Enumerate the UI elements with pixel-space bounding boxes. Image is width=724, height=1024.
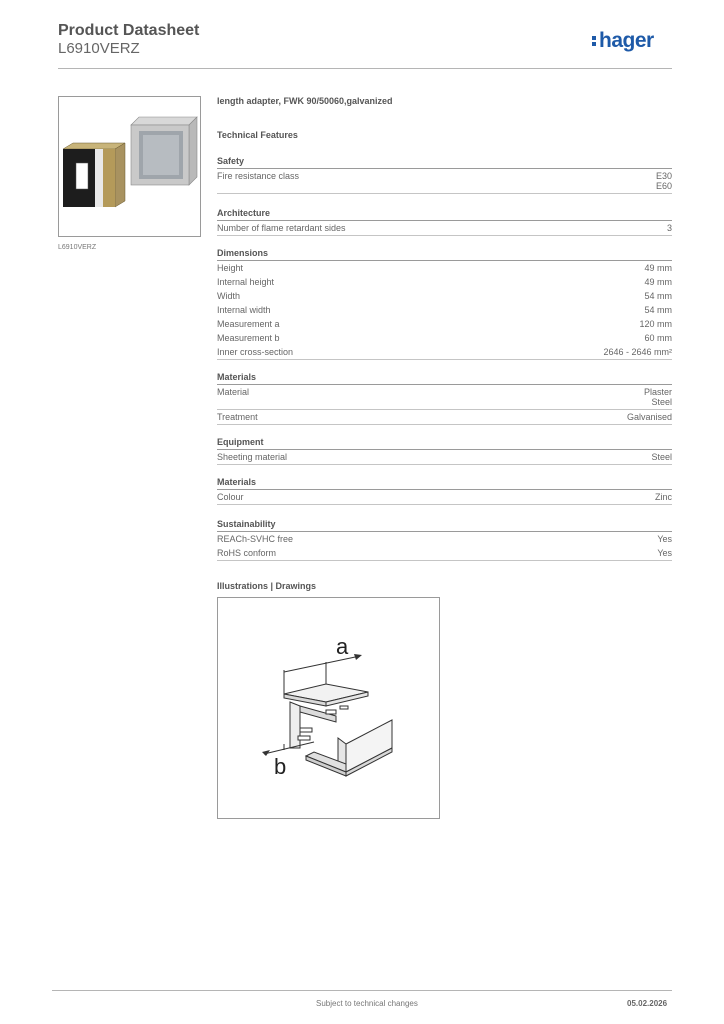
spec-label: Internal height [217,277,275,287]
spec-label: Width [217,291,241,301]
spec-row [217,275,672,289]
spec-row [217,410,672,425]
spec-row [217,317,672,331]
product-photo-image [59,97,200,236]
drawing-image [218,598,439,818]
spec-label: Colour [217,492,244,502]
footer-note: Subject to technical changes [316,999,418,1008]
spec-label: Number of flame retardant sides [217,223,346,233]
spec-row [217,546,672,561]
spec-row [217,345,672,360]
article-number: L6910VERZ [58,40,140,57]
hager-logo [592,29,654,53]
page-title: Product Datasheet [58,22,200,39]
logo-text: hager [599,29,654,52]
spec-label: Measurement a [217,319,280,329]
footer-divider [52,990,672,991]
section-title: Sustainability [217,519,672,532]
section-title: Safety [217,156,672,169]
footer-date: 05.02.2026 [627,999,668,1008]
spec-label: Treatment [217,412,258,422]
dimension-label-a: a [336,634,349,659]
spec-value: 2646 - 2646 mm² [603,347,672,357]
spec-row [217,331,672,345]
spec-value: 49 mm [644,263,672,273]
technical-content [217,96,672,591]
section-equipment [217,437,672,465]
section-safety [217,156,672,194]
spec-row [217,303,672,317]
spec-value: Zinc [654,492,672,502]
spec-value: E30 E60 [655,171,672,191]
spec-label: Height [217,263,244,273]
spec-value: 54 mm [644,291,672,301]
section-materials [217,372,672,425]
spec-value: 3 [666,223,672,233]
spec-value: 60 mm [644,333,672,343]
spec-value: 49 mm [644,277,672,287]
spec-value: Steel [651,452,672,462]
logo-dots-icon [592,34,598,48]
spec-label: Material [217,387,250,397]
dimension-label-b: b [274,754,287,779]
section-title: Materials [217,372,672,385]
section-title: Equipment [217,437,672,450]
section-architecture [217,208,672,236]
spec-row [217,385,672,410]
spec-label: REACh-SVHC free [217,534,294,544]
illustrations-heading: Illustrations | Drawings [217,581,317,591]
spec-value: Yes [657,534,672,544]
technical-drawing [217,597,440,819]
spec-value: Galvanised [626,412,672,422]
header-divider [58,68,672,69]
section-sustainability [217,519,672,561]
spec-row [217,261,672,275]
spec-label: Measurement b [217,333,280,343]
spec-label: Internal width [217,305,271,315]
spec-value: 120 mm [639,319,672,329]
spec-row [217,169,672,194]
spec-value: Plaster Steel [643,387,672,407]
spec-row [217,289,672,303]
spec-row [217,490,672,505]
section-materials-colour [217,477,672,505]
section-title: Dimensions [217,248,672,261]
spec-value: 54 mm [644,305,672,315]
spec-value: Yes [657,548,672,558]
spec-label: Fire resistance class [217,171,300,181]
product-photo [58,96,201,237]
product-description: length adapter, FWK 90/50060,galvanized [217,96,393,106]
spec-label: RoHS conform [217,548,277,558]
section-title: Materials [217,477,672,490]
spec-row [217,532,672,546]
section-title: Architecture [217,208,672,221]
spec-row [217,221,672,236]
spec-row [217,450,672,465]
photo-caption: L6910VERZ [58,244,97,251]
technical-features-heading: Technical Features [217,130,298,140]
section-dimensions [217,248,672,360]
spec-label: Sheeting material [217,452,288,462]
spec-label: Inner cross-section [217,347,294,357]
